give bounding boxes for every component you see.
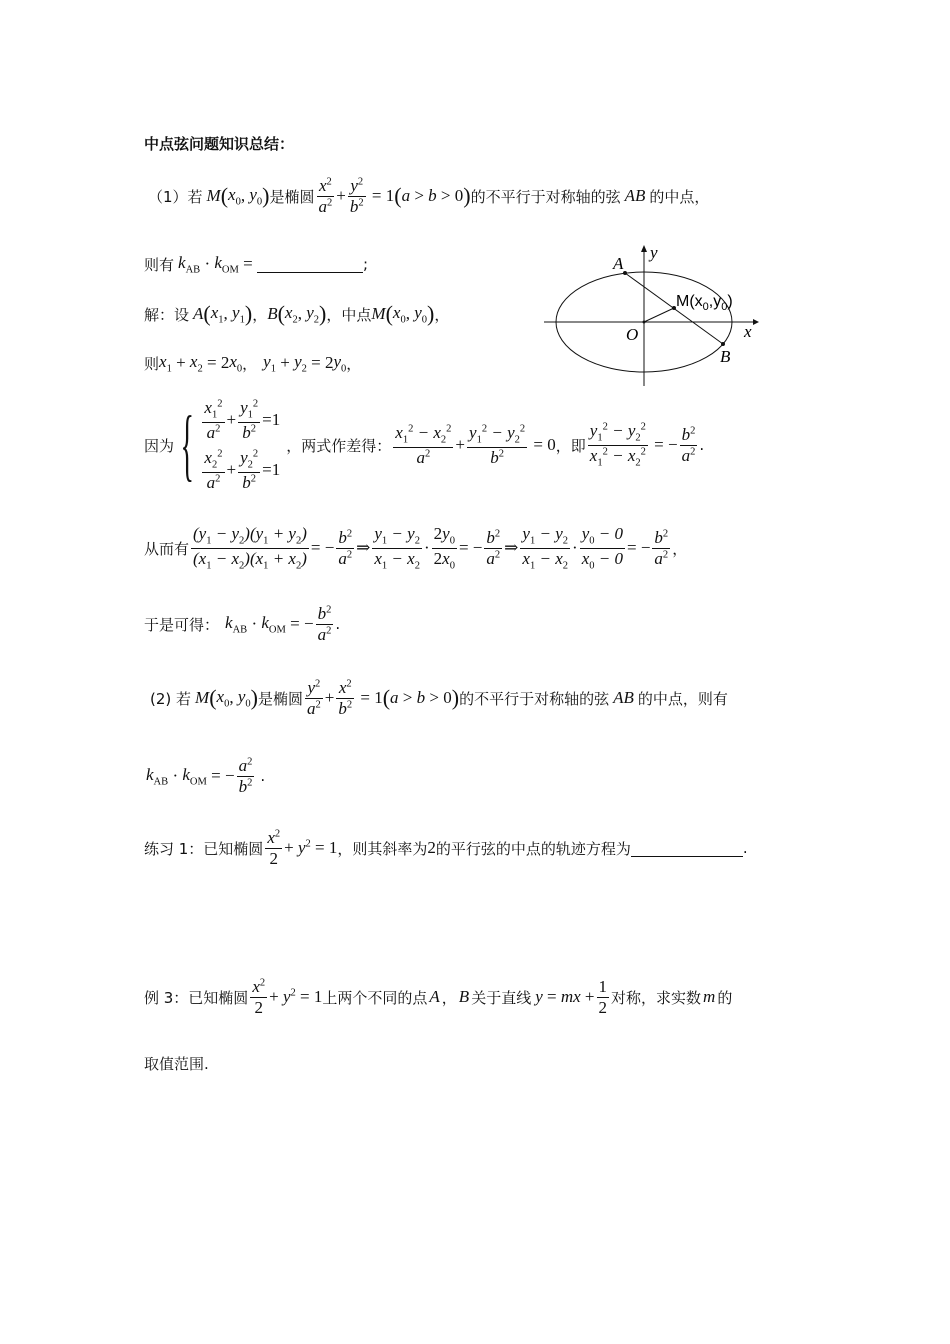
equation-system: $\frac{x_1^2}{a^2}$ + $\frac{y_1^2}{b^2}$ =1 $\frac{x_2^2}{a^2}$ + $\frac{y_2^2}{b^2}$ =1 — [204, 398, 281, 492]
result-line: 于是可得： $k_{AB}$ · $k_{OM}$ = − $\frac{b^2}{a^2}$ . — [144, 604, 341, 644]
thus-end: ， — [672, 539, 688, 558]
p1-cond: 的不平行于对称轴的弦 — [470, 187, 621, 206]
p1-line: （1）若 M ( $x_0$ , $y_0$ ) 是椭圆 $\frac{x^2}{a^2}$ + $\frac{y^2}{b^2}$ = 1 ( a > b > 0 ) 的不平行于对称轴的弦 AB 的中点， — [148, 176, 710, 216]
exercise-line: 练习 1：已知椭圆 $\frac{x^2}{2}$ + $y^2$ = 1 ，则其斜率为 2 的平行弦的中点的轨迹方程为 . — [144, 828, 748, 868]
p2-result-line: $k_{AB}$ · $k_{OM}$ = − $\frac{a^2}{b^2}$ . — [146, 756, 266, 796]
exercise-mid2: 的平行弦的中点的轨迹方程为 — [435, 839, 631, 858]
frac-y2-b2: $\frac{y^2}{b^2}$ — [349, 176, 364, 216]
then-line: 则有 $k_{AB}$ · $k_{OM}$ = ; — [144, 253, 369, 276]
example-sep: ， — [441, 988, 457, 1007]
sol-label: 解：设 — [144, 305, 190, 324]
exercise-answer-blank[interactable] — [631, 840, 743, 857]
example-line-2: 取值范围. — [144, 1055, 209, 1073]
y-axis-label: y — [650, 243, 658, 262]
point-b-label: B — [720, 347, 731, 366]
then-end: ; — [363, 255, 369, 274]
exercise-end: . — [742, 839, 748, 858]
x-axis-arrow — [753, 319, 759, 325]
example-point-b: B — [458, 987, 470, 1007]
example-mid2: 关于直线 — [471, 988, 532, 1007]
example-line: 例 3：已知椭圆 $\frac{x^2}{2}$ + $y^2$ = 1 上两个不同的点 A ， B 关于直线 y = mx + $\frac{1}{2}$ 对称，求实数 m 的 — [144, 977, 733, 1017]
page-title: 中点弦问题知识总结： — [144, 135, 295, 153]
exercise-label: 练习 1：已知椭圆 — [144, 839, 264, 858]
thus-line: 从而有 $\frac{(y_1 - y_2)(y_1 + y_2)}{(x_1 - x_2)(x_1 + x_2)}$ = − $\frac{b^2}{a^2}$ ⇒ $\frac{y_1 - y_2}{x_1 - x_2}$ · $\frac{2y_0}{2x_0}$ = − $\frac{b^2}{a^2}$ ⇒ $\frac{y_1 - y_2}{x_1 - x_2}$ · $\frac{y_0 - 0}{x_0 - 0}$ = − $\frac{b^2}{a^2}$ ， — [144, 524, 688, 571]
point-a-dot — [623, 271, 627, 275]
p1-label: （1）若 — [148, 187, 203, 206]
sol-sep: ， — [252, 305, 268, 324]
sol-mid-label: ，中点 — [326, 305, 372, 324]
origin-label: O — [626, 325, 639, 344]
chord-ab: AB — [624, 186, 646, 206]
result-end: . — [335, 615, 341, 634]
p1-end: 的中点， — [649, 187, 710, 206]
then-label: 则有 — [144, 255, 175, 274]
because-end: . — [699, 436, 705, 455]
example-end: 的 — [717, 988, 733, 1007]
om-segment — [644, 308, 674, 322]
arrow-2: ⇒ — [504, 538, 519, 558]
p2-line: (2) 若 M ( $x_0$ , $y_0$ ) 是椭圆 $\frac{y^2}{a^2}$ + $\frac{x^2}{b^2}$ = 1 ( a > b > 0 ) 的不平行于对称轴的弦 AB 的中点，则有 — [150, 678, 728, 718]
thus-label: 从而有 — [144, 539, 190, 558]
example-point-a: A — [429, 987, 440, 1007]
p1-mid: 是椭圆 — [269, 187, 315, 206]
p2-end: 的中点，则有 — [637, 689, 728, 708]
point-b-dot — [721, 342, 725, 346]
origin-dot — [643, 321, 646, 324]
point-a-label: A — [613, 254, 624, 273]
exercise-slope: 2 — [427, 838, 436, 858]
because-label: 因为 — [144, 436, 175, 455]
point-m-label: $M(x_0,y_0)$ — [676, 293, 733, 313]
p2-result-end: . — [260, 767, 266, 786]
example-mid3: 对称，求实数 — [611, 988, 702, 1007]
ellipse-figure — [540, 240, 765, 390]
exercise-mid: ，则其斜率为 — [337, 839, 428, 858]
arrow-1: ⇒ — [356, 538, 371, 558]
solution-line: 解：设 A ( $x_1$ , $y_1$ ) ， B ( $x_2$ , $y_2$ ) ，中点 M ( $x_0$ , $y_0$ ) ， — [144, 301, 450, 326]
example-label: 例 3：已知椭圆 — [144, 988, 249, 1007]
sum-sep: ， — [242, 354, 258, 373]
sum-label: 则 — [144, 354, 160, 373]
sol-end: ， — [434, 305, 450, 324]
p2-cond: 的不平行于对称轴的弦 — [459, 689, 610, 708]
answer-blank[interactable] — [257, 256, 363, 273]
sum-end: ， — [346, 354, 362, 373]
because-line: 因为 { $\frac{x_1^2}{a^2}$ + $\frac{y_1^2}{b^2}$ =1 $\frac{x_2^2}{a^2}$ + $\frac{y_2^2}{b^2}$ =1 ，两式作差得： $\frac{x_1^2 - x_2^2}{a^2}$ + $\frac{y_1^2 - y_2^2}{b^2}$ = 0 ，即 $\frac{y_1^2 - y_2^2}{x_1^2 - x_2^2}$ = − $\frac{b^2}{a^2}$ . — [144, 398, 705, 492]
frac-x2-a2: $\frac{x^2}{a^2}$ — [318, 176, 333, 216]
chord-ab-2: AB — [613, 688, 634, 708]
example-mid: 上两个不同的点 — [322, 988, 428, 1007]
x-axis-label: x — [744, 322, 752, 341]
because-diff: ，两式作差得： — [286, 436, 392, 455]
because-ie: ，即 — [555, 436, 586, 455]
y-axis-arrow — [641, 245, 647, 252]
p2-mid: 是椭圆 — [257, 689, 303, 708]
sum-line: 则 $x_1$ + $x_2$ = 2 $x_0$ ， $y_1$ + $y_2$ = 2 $y_0$ ， — [144, 352, 362, 375]
example-m: m — [703, 987, 716, 1007]
result-label: 于是可得： — [144, 615, 220, 634]
p2-label: (2) 若 — [150, 689, 192, 708]
